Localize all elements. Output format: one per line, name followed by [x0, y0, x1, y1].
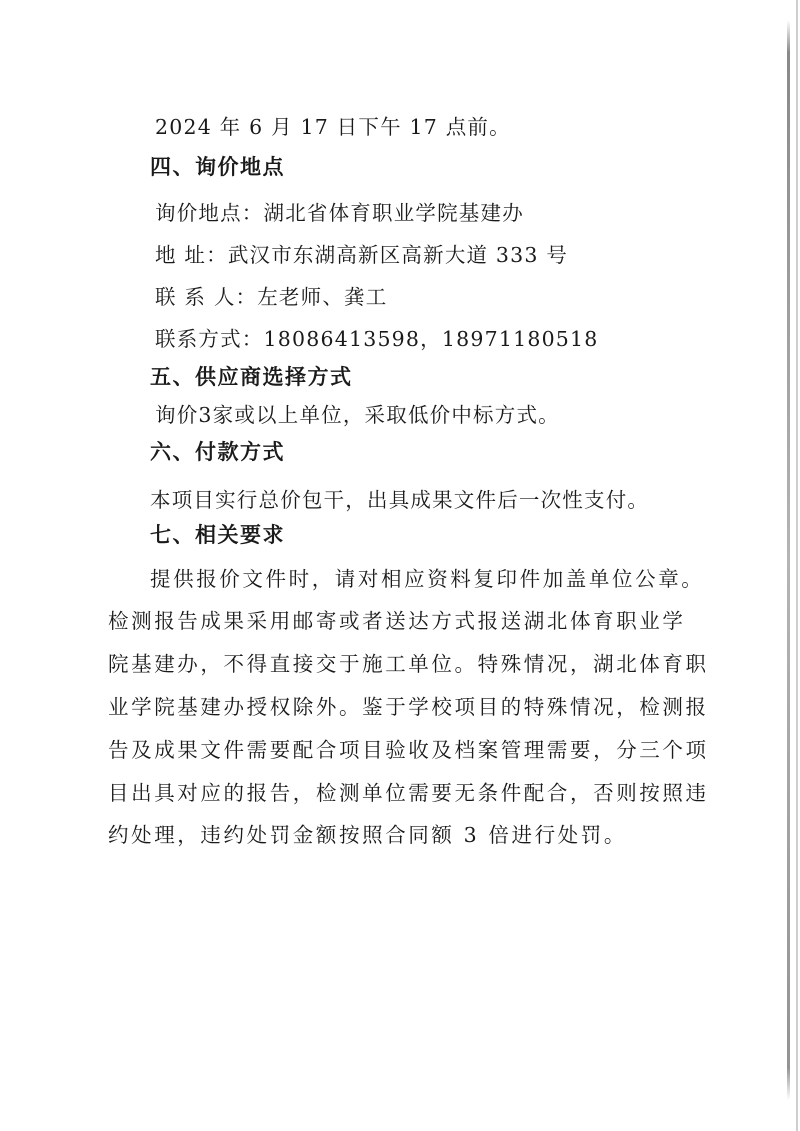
deadline-line: 2024 年 6 月 17 日下午 17 点前。: [155, 115, 511, 139]
requirement-line-3: 院基建办，不得直接交于施工单位。特殊情况，湖北体育职: [108, 652, 709, 676]
section-5-heading: 五、供应商选择方式: [150, 365, 353, 389]
supplier-selection-line: 询价3家或以上单位，采取低价中标方式。: [155, 403, 560, 427]
address-line: 地 址：武汉市东湖高新区高新大道 333 号: [155, 243, 569, 267]
section-7-heading: 七、相关要求: [150, 523, 285, 547]
scan-border-edge: [796, 0, 798, 1131]
requirement-line-1: 提供报价文件时，请对相应资料复印件加盖单位公章。: [150, 567, 705, 591]
requirement-line-5: 告及成果文件需要配合项目验收及档案管理需要，分三个项: [108, 738, 709, 762]
contact-method-line: 联系方式：18086413598，18971180518: [155, 327, 599, 351]
requirement-line-6: 目出具对应的报告，检测单位需要无条件配合，否则按照违: [108, 781, 709, 805]
scan-shadow-edge: [787, 20, 790, 1100]
payment-line: 本项目实行总价包干，出具成果文件后一次性支付。: [150, 488, 650, 512]
section-4-heading: 四、询价地点: [150, 155, 285, 179]
inquiry-location-line: 询价地点：湖北省体育职业学院基建办: [155, 201, 524, 225]
requirement-line-2: 检测报告成果采用邮寄或者送达方式报送湖北体育职业学: [108, 609, 686, 633]
section-6-heading: 六、付款方式: [150, 440, 285, 464]
contact-person-line: 联 系 人：左老师、龚工: [155, 285, 388, 309]
requirement-line-4: 业学院基建办授权除外。鉴于学校项目的特殊情况，检测报: [108, 695, 709, 719]
requirement-line-7: 约处理，违约处罚金额按照合同额 3 倍进行处罚。: [108, 823, 627, 847]
